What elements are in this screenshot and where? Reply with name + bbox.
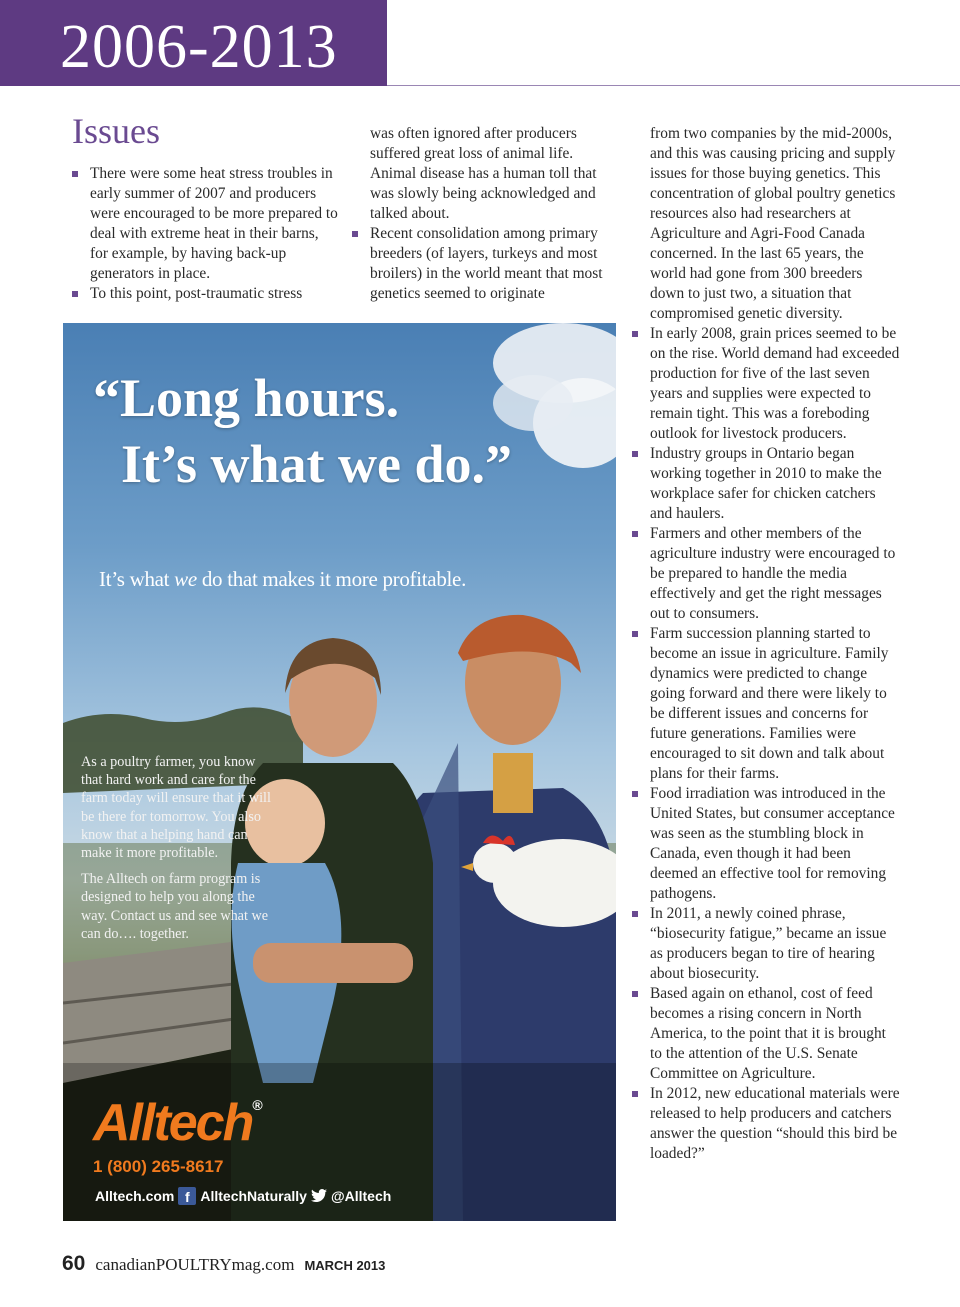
bullet-item: Based again on ethanol, cost of feed becomes a rising concern in North America, to the point that it is brought to the attention of the U.S. Senate Committee on Agriculture. [632,984,900,1084]
bullet-item: Recent consolidation among primary breeders (of layers, turkeys and most broilers) in the world meant that most genetics seemed to originate [352,224,614,304]
text-column-2 [352,124,614,304]
bullet-item: In early 2008, grain prices seemed to be on the rise. World demand had exceeded production for five of the last seven years and supplies were expected to remain tight. This was a foreboding outlook for livestock producers. [632,324,900,444]
page-footer [62,1252,385,1276]
ad-headline [93,365,613,497]
text-column-3 [632,124,900,1164]
ad-sub-emphasis: we [174,567,197,591]
ad-phone-number: 1 (800) 265-8617 [93,1157,224,1176]
bullet-item: Farmers and other members of the agriculture industry were encouraged to be prepared to handle the media effectively and get the right messages out to consumers. [632,524,900,624]
banner-title: 2006-2013 [60,13,338,81]
bullet-item: In 2012, new educational materials were released to help producers and catchers answer the question “should this bird be loaded?” [632,1084,900,1164]
ad-paragraph: The Alltech on farm program is designed to help you along the way. Contact us and see what we can do…. together. [81,871,269,942]
header-banner [0,0,387,86]
facebook-icon: f [178,1187,196,1205]
bullet-item: Farm succession planning started to become an issue in agriculture. Family dynamics were predicted to change going forward and there were likely to be different issues and concerns for future generations. Families were encouraged to sit down and talk about plans for their farms. [632,624,900,784]
facebook-link[interactable]: AlltechNaturally [200,1188,307,1204]
website-link[interactable]: Alltech.com [95,1188,175,1204]
bullet-item: Industry groups in Ontario began working together in 2010 to make the workplace safer for chicken catchers and haulers. [632,444,900,524]
ad-body-copy [81,753,271,951]
text-column-1 [72,164,340,304]
ad-headline-line-2: It’s what we do.” [121,434,512,494]
bullet-item: There were some heat stress troubles in early summer of 2007 and producers were encouraged to be more prepared to deal with extreme heat in their barns, for example, by having back-up generators in place. [72,164,340,284]
registered-mark: ® [252,1097,261,1113]
bullet-item: Food irradiation was introduced in the United States, but consumer acceptance was seen as the stumbling block in Canada, even though it had been deemed an effective tool for removing pathogens. [632,784,900,904]
header-rule [387,85,960,86]
ad-paragraph: As a poultry farmer, you know that hard work and care for the farm today will ensure that it will be there for tomorrow. You also know that a helping hand can make it more profitable. [81,754,271,862]
bullet-continuation: from two companies by the mid-2000s, and this was causing pricing and supply issues for those buying genetics. This concentration of global poultry genetics resources also had researchers at Agriculture and Agri-Food Canada concerned. In the last 65 years, the world had gone from 300 breeders down to just two, a situation that compromised genetic diversity. [650,125,896,322]
ad-subheadline [99,567,466,592]
ad-sub-post: do that makes it more profitable. [196,567,467,591]
ad-headline-line-1: “Long hours. [93,368,400,428]
ad-contact-links [95,1187,391,1205]
twitter-icon [311,1189,327,1203]
section-heading: Issues [72,111,160,151]
twitter-link[interactable]: @Alltech [330,1188,392,1204]
bullet-item: To this point, post-traumatic stress [72,284,340,304]
logo-text: Alltech [93,1094,253,1152]
page-number: 60 [62,1252,86,1275]
magazine-url: canadianPOULTRYmag.com [95,1255,295,1274]
issue-date: MARCH 2013 [304,1258,386,1273]
bullet-continuation: was often ignored after producers suffered great loss of animal life. Animal disease has a human toll that was slowly being acknowledged and talked about. [370,125,597,222]
ad-sub-pre: It’s what [99,567,175,591]
alltech-advertisement [63,323,616,1221]
bullet-item: In 2011, a newly coined phrase, “biosecurity fatigue,” became an issue as producers began to tire of hearing about biosecurity. [632,904,900,984]
alltech-logo [93,1093,261,1153]
